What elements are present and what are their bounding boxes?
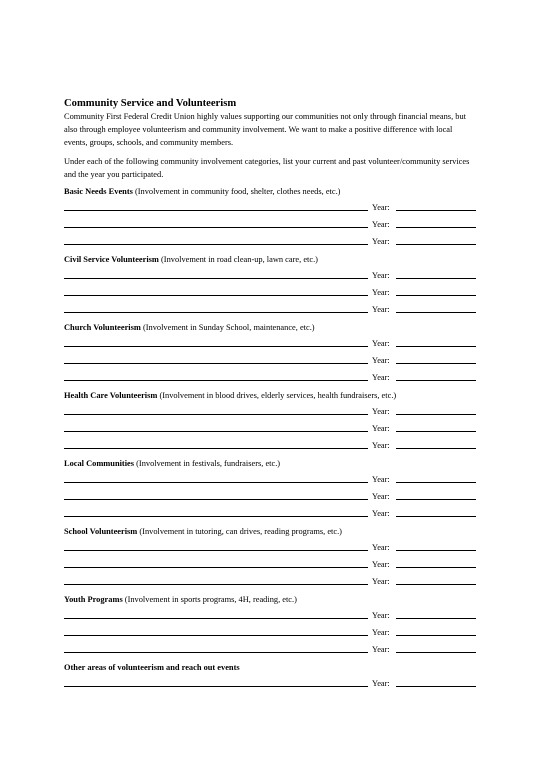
section-heading: [64, 457, 476, 470]
year-label: Year:: [372, 407, 390, 416]
year-blank-line[interactable]: [396, 618, 476, 619]
entry-row: [64, 300, 476, 317]
section-description: (Involvement in Sunday School, maintenance, etc.): [140, 323, 315, 332]
entry-row: [64, 436, 476, 453]
activity-blank-line[interactable]: [64, 482, 368, 483]
year-label: Year:: [372, 492, 390, 501]
activity-blank-line[interactable]: [64, 363, 368, 364]
year-label: Year:: [372, 645, 390, 654]
entry-row: [64, 215, 476, 232]
activity-blank-line[interactable]: [64, 431, 368, 432]
activity-blank-line[interactable]: [64, 686, 368, 687]
activity-blank-line[interactable]: [64, 210, 368, 211]
year-blank-line[interactable]: [396, 686, 476, 687]
section-description: (Involvement in road clean-up, lawn care, etc.): [158, 255, 318, 264]
section-name: Church Volunteerism: [64, 323, 141, 332]
instructions-paragraph: Under each of the following community involvement categories, list your current and past volunteer/community services and the year you participated.: [64, 157, 470, 179]
year-label: Year:: [372, 220, 390, 229]
activity-blank-line[interactable]: [64, 448, 368, 449]
section-heading: [64, 593, 476, 606]
entry-row: [64, 538, 476, 555]
entry-row: [64, 334, 476, 351]
activity-blank-line[interactable]: [64, 499, 368, 500]
year-label: Year:: [372, 577, 390, 586]
activity-blank-line[interactable]: [64, 244, 368, 245]
entry-row: [64, 402, 476, 419]
year-label: Year:: [372, 628, 390, 637]
section-heading: [64, 661, 476, 674]
year-label: Year:: [372, 305, 390, 314]
year-label: Year:: [372, 271, 390, 280]
entry-row: [64, 504, 476, 521]
section-heading: [64, 389, 476, 402]
year-blank-line[interactable]: [396, 363, 476, 364]
section-4: [64, 389, 476, 453]
section-8: [64, 661, 476, 691]
year-blank-line[interactable]: [396, 312, 476, 313]
section-name: Health Care Volunteerism: [64, 391, 158, 400]
activity-blank-line[interactable]: [64, 618, 368, 619]
entry-row: [64, 232, 476, 249]
year-label: Year:: [372, 475, 390, 484]
activity-blank-line[interactable]: [64, 295, 368, 296]
entry-row: [64, 640, 476, 657]
entry-row: [64, 623, 476, 640]
year-blank-line[interactable]: [396, 210, 476, 211]
year-label: Year:: [372, 679, 390, 688]
activity-blank-line[interactable]: [64, 278, 368, 279]
activity-blank-line[interactable]: [64, 652, 368, 653]
year-label: Year:: [372, 441, 390, 450]
section-name: Other areas of volunteerism and reach out events: [64, 663, 240, 672]
year-label: Year:: [372, 203, 390, 212]
year-label: Year:: [372, 339, 390, 348]
year-blank-line[interactable]: [396, 448, 476, 449]
section-heading: [64, 253, 476, 266]
entry-row: [64, 351, 476, 368]
year-blank-line[interactable]: [396, 482, 476, 483]
activity-blank-line[interactable]: [64, 380, 368, 381]
section-heading: [64, 185, 476, 198]
year-label: Year:: [372, 237, 390, 246]
entry-row: [64, 283, 476, 300]
sections-container: [64, 185, 476, 691]
section-7: [64, 593, 476, 657]
year-label: Year:: [372, 509, 390, 518]
year-blank-line[interactable]: [396, 431, 476, 432]
activity-blank-line[interactable]: [64, 312, 368, 313]
page-title: Community Service and Volunteerism: [64, 98, 237, 109]
section-3: [64, 321, 476, 385]
activity-blank-line[interactable]: [64, 567, 368, 568]
activity-blank-line[interactable]: [64, 550, 368, 551]
entry-row: [64, 572, 476, 589]
year-blank-line[interactable]: [396, 346, 476, 347]
section-description: (Involvement in festivals, fundraisers, etc.): [134, 459, 281, 468]
year-label: Year:: [372, 543, 390, 552]
year-blank-line[interactable]: [396, 227, 476, 228]
year-label: Year:: [372, 288, 390, 297]
section-1: [64, 185, 476, 249]
section-description: (Involvement in community food, shelter, clothes needs, etc.): [132, 187, 341, 196]
year-blank-line[interactable]: [396, 244, 476, 245]
activity-blank-line[interactable]: [64, 635, 368, 636]
year-blank-line[interactable]: [396, 567, 476, 568]
section-name: Youth Programs: [64, 595, 123, 604]
year-blank-line[interactable]: [396, 499, 476, 500]
year-blank-line[interactable]: [396, 550, 476, 551]
entry-row: [64, 266, 476, 283]
year-blank-line[interactable]: [396, 380, 476, 381]
year-blank-line[interactable]: [396, 295, 476, 296]
activity-blank-line[interactable]: [64, 516, 368, 517]
activity-blank-line[interactable]: [64, 414, 368, 415]
activity-blank-line[interactable]: [64, 584, 368, 585]
section-6: [64, 525, 476, 589]
year-label: Year:: [372, 611, 390, 620]
section-name: Civil Service Volunteerism: [64, 255, 159, 264]
section-description: (Involvement in tutoring, can drives, reading programs, etc.): [137, 527, 342, 536]
section-description: (Involvement in blood drives, elderly services, health fundraisers, etc.): [157, 391, 397, 400]
year-blank-line[interactable]: [396, 584, 476, 585]
year-label: Year:: [372, 373, 390, 382]
section-name: School Volunteerism: [64, 527, 138, 536]
year-blank-line[interactable]: [396, 652, 476, 653]
year-blank-line[interactable]: [396, 414, 476, 415]
year-label: Year:: [372, 560, 390, 569]
section-description: (Involvement in sports programs, 4H, reading, etc.): [122, 595, 297, 604]
year-blank-line[interactable]: [396, 516, 476, 517]
entry-row: [64, 674, 476, 691]
entry-row: [64, 368, 476, 385]
year-label: Year:: [372, 424, 390, 433]
intro-paragraph: Community First Federal Credit Union highly values supporting our communities not only through financial means, but also through employee volunteerism and community involvement. We want to make a positive difference with local events, groups, schools, and community members.: [64, 112, 466, 147]
activity-blank-line[interactable]: [64, 227, 368, 228]
section-5: [64, 457, 476, 521]
year-blank-line[interactable]: [396, 635, 476, 636]
form-body: [64, 98, 476, 691]
year-label: Year:: [372, 356, 390, 365]
entry-row: [64, 198, 476, 215]
entry-row: [64, 470, 476, 487]
year-blank-line[interactable]: [396, 278, 476, 279]
section-name: Basic Needs Events: [64, 187, 133, 196]
entry-row: [64, 487, 476, 504]
section-heading: [64, 321, 476, 334]
activity-blank-line[interactable]: [64, 346, 368, 347]
entry-row: [64, 606, 476, 623]
entry-row: [64, 555, 476, 572]
entry-row: [64, 419, 476, 436]
section-name: Local Communities: [64, 459, 135, 468]
section-2: [64, 253, 476, 317]
section-heading: [64, 525, 476, 538]
